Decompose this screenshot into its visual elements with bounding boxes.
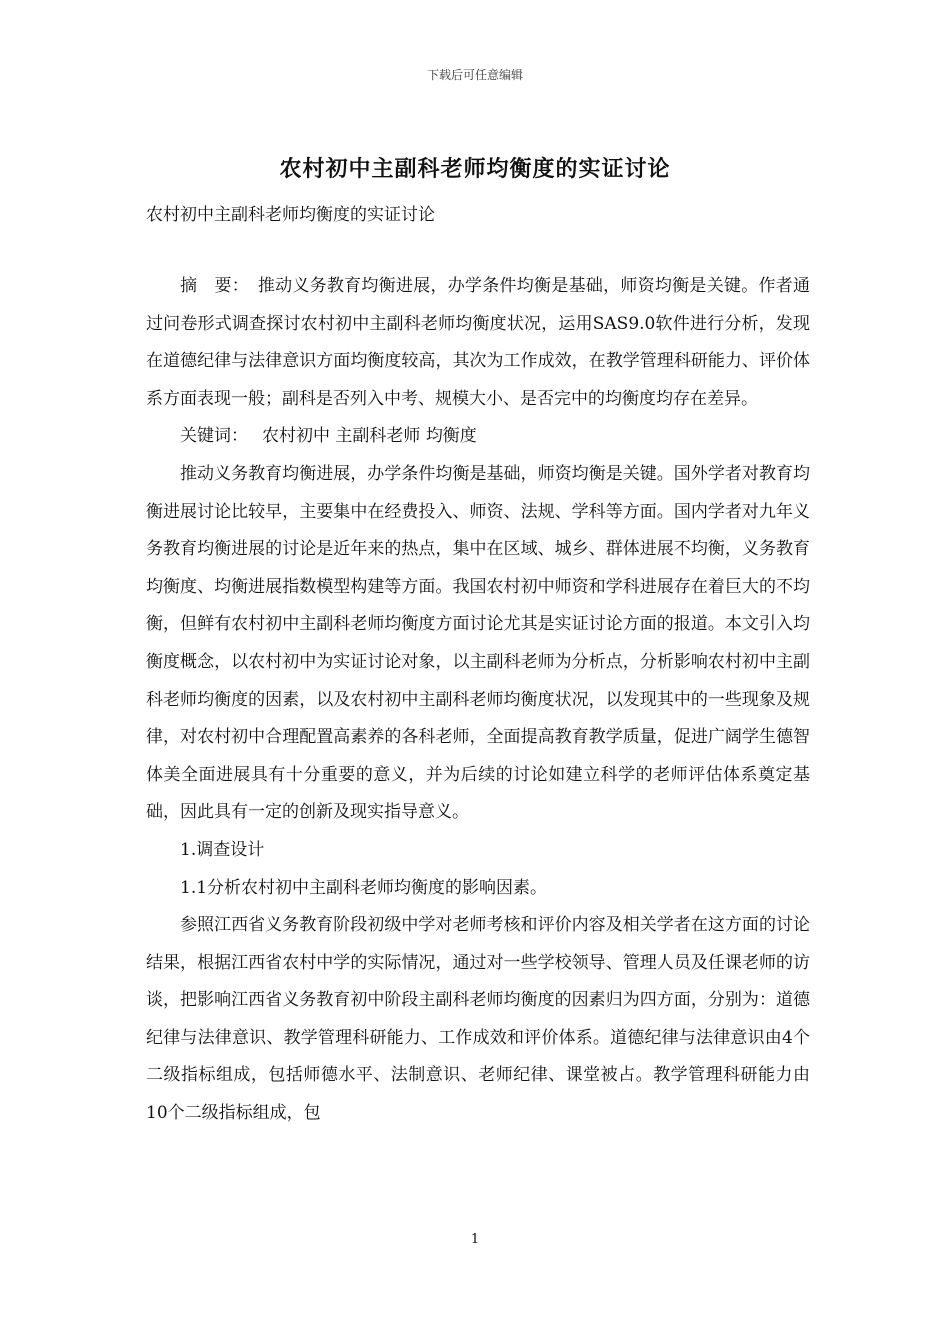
intro-paragraph: 推动义务教育均衡进展，办学条件均衡是基础，师资均衡是关键。国外学者对教育均衡进展讨论比较早，主要集中在经费投入、师资、法规、学科等方面。国内学者对九年义务教育均衡进展的讨论是近年来的热点，集中在区域、城乡、群体进展不均衡，义务教育均衡度、均衡进展指数模型构建等方面。我国农村初中师资和学科进展存在着巨大的不均衡，但鲜有农村初中主副科老师均衡度方面讨论尤其是实证讨论方面的报道。本文引入均衡度概念，以农村初中为实证讨论对象，以主副科老师为分析点，分析影响农村初中主副科老师均衡度的因素，以及农村初中主副科老师均衡度状况，以发现其中的一些现象及规律，对农村初中合理配置高素养的各科老师，全面提高教育教学质量，促进广阔学生德智体美全面进展具有十分重要的意义，并为后续的讨论如建立科学的老师评估体系奠定基础，因此具有一定的创新及现实指导意义。	[146, 463, 810, 823]
document-body	[146, 268, 810, 1133]
keyword-item: 农村初中	[262, 426, 330, 447]
subsection-heading: 1.1分析农村初中主副科老师均衡度的影响因素。	[180, 877, 548, 898]
document-subtitle: 农村初中主副科老师均衡度的实证讨论	[146, 205, 435, 225]
keyword-item: 主副科老师	[335, 426, 421, 447]
keyword-item: 均衡度	[425, 426, 477, 447]
abstract-paragraph	[146, 268, 810, 418]
abstract-text: 推动义务教育均衡进展，办学条件均衡是基础，师资均衡是关键。作者通过问卷形式调查探讨农村初中主副科老师均衡度状况，运用SAS9.0软件进行分析，发现在道德纪律与法律意识方面均衡度较高，其次为工作成效，在教学管理科研能力、评价体系方面表现一般；副科是否列入中考、规模大小、是否完中的均衡度均存在差异。	[146, 276, 811, 409]
keywords-label: 关键词：	[180, 426, 248, 447]
page-number: 1	[470, 1232, 480, 1247]
abstract-label: 摘 要：	[180, 276, 241, 296]
header-note: 下载后可任意编辑	[426, 68, 523, 82]
keywords-paragraph	[146, 418, 810, 456]
section-heading: 1.调查设计	[180, 839, 265, 860]
document-title: 农村初中主副科老师均衡度的实证讨论	[279, 156, 671, 182]
body-paragraph: 参照江西省义务教育阶段初级中学对老师考核和评价内容及相关学者在这方面的讨论结果，根据江西省农村中学的实际情况，通过对一些学校领导、管理人员及任课老师的访谈，把影响江西省义务教育初中阶段主副科老师均衡度的因素归为四方面，分别为：道德纪律与法律意识、教学管理科研能力、工作成效和评价体系。道德纪律与法律意识由4个二级指标组成，包括师德水平、法制意识、老师纪律、课堂被占。教学管理科研能力由10个二级指标组成，包	[146, 915, 810, 1124]
